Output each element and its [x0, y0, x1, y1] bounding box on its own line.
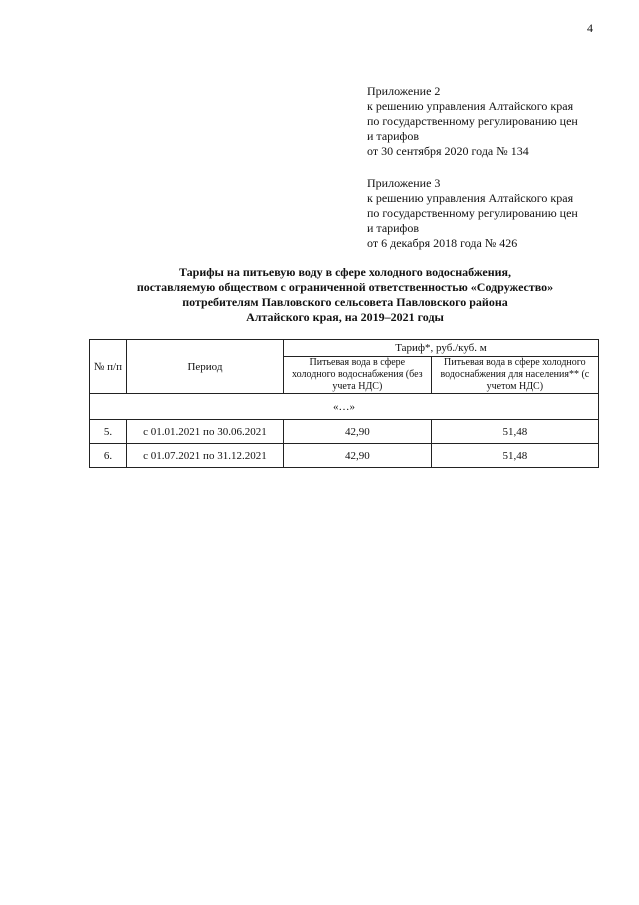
annex-2-line: от 30 сентября 2020 года № 134	[367, 144, 529, 158]
table-row	[90, 420, 599, 444]
cell-num: 5.	[90, 420, 127, 444]
table-header-row	[90, 340, 599, 357]
header-tariff-no-vat: Питьевая вода в сфере холодного водоснабжения (без учета НДС)	[283, 357, 431, 394]
cell-no-vat: 42,90	[283, 420, 431, 444]
annex-3-line: от 6 декабря 2018 года № 426	[367, 236, 518, 250]
table-row	[90, 444, 599, 468]
annex-2-line: и тарифов	[367, 129, 420, 143]
page-number: 4	[587, 21, 593, 35]
title-line: потребителям Павловского сельсовета Павловского района	[182, 295, 508, 309]
cell-population: 51,48	[431, 420, 598, 444]
annex-3-line: к решению управления Алтайского края	[367, 191, 574, 205]
header-period: Период	[126, 340, 283, 394]
header-tariff: Тариф*, руб./куб. м	[283, 340, 598, 357]
annex-3-line: по государственному регулированию цен	[367, 206, 578, 220]
title-line: Алтайского края, на 2019–2021 годы	[246, 310, 444, 324]
annex-2-header	[367, 84, 578, 159]
annex-2-line: Приложение 2	[367, 84, 441, 98]
annex-2-line: по государственному регулированию цен	[367, 114, 578, 128]
cell-period: с 01.07.2021 по 31.12.2021	[126, 444, 283, 468]
annex-2-line: к решению управления Алтайского края	[367, 99, 574, 113]
annex-3-line: и тарифов	[367, 221, 420, 235]
title-line: Тарифы на питьевую воду в сфере холодного водоснабжения,	[178, 265, 512, 279]
tariff-table	[89, 339, 599, 468]
title-line: поставляемую обществом с ограниченной ответственностью «Содружество»	[136, 280, 554, 294]
header-num: № п/п	[90, 340, 127, 394]
table-ellipsis-row	[90, 394, 599, 420]
cell-num: 6.	[90, 444, 127, 468]
ellipsis-cell: «…»	[90, 394, 599, 420]
annex-3-header	[367, 176, 578, 251]
document-title	[60, 265, 630, 325]
cell-period: с 01.01.2021 по 30.06.2021	[126, 420, 283, 444]
cell-no-vat: 42,90	[283, 444, 431, 468]
annex-3-line: Приложение 3	[367, 176, 441, 190]
cell-population: 51,48	[431, 444, 598, 468]
header-tariff-population: Питьевая вода в сфере холодного водоснабжения для населения** (с учетом НДС)	[431, 357, 598, 394]
